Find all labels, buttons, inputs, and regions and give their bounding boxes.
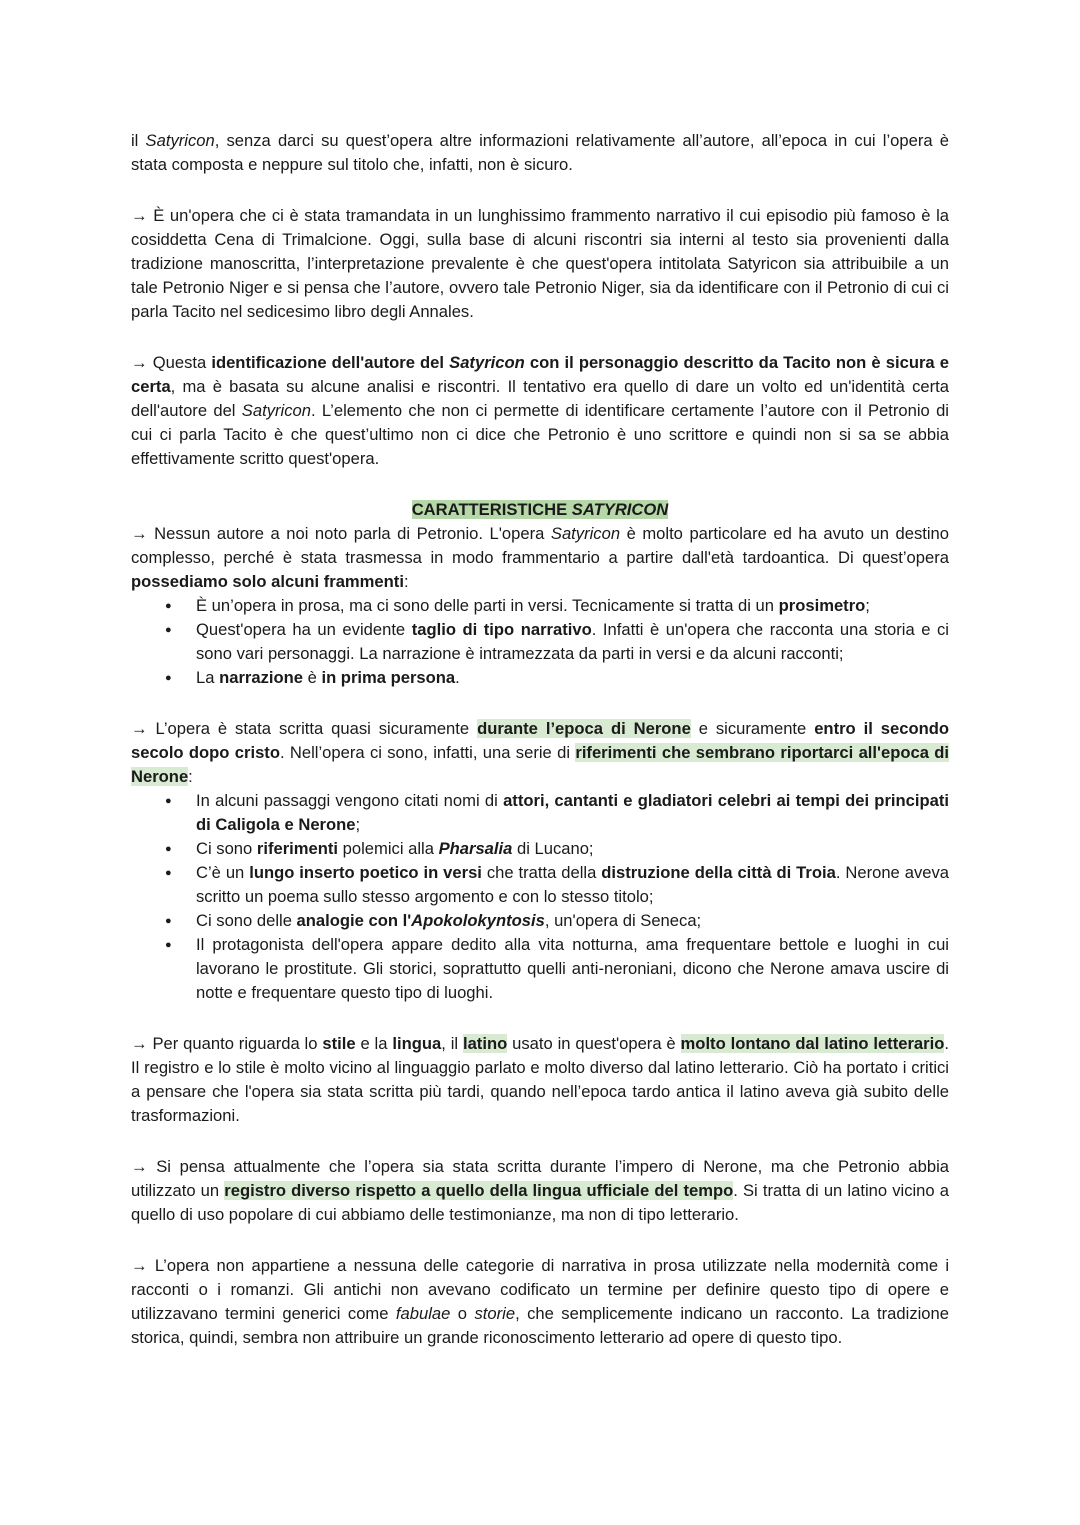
list-item: ● C’è un lungo inserto poetico in versi che tratta della distruzione della città di Troia. Nerone aveva scritto un poema sullo stesso argomento e con lo stesso titolo; xyxy=(196,861,949,909)
paragraph-identification: → Questa identificazione dell'autore del Satyricon con il personaggio descritto da Tacito non è sicura e certa, ma è basata su alcune analisi e riscontri. Il tentativo era quello di dare un volto ed un'identità certa dell'autore del Satyricon. L’elemento che non ci permette di identificare certamente l’autore con il Petronio di cui ci parla Tacito è che quest’ultimo non ci dice che Petronio è uno scrittore e quindi non si sa se abbia effettivamente scritto quest'opera. xyxy=(131,353,949,468)
document-page xyxy=(131,129,949,1350)
paragraph-genre: → L’opera non appartiene a nessuna delle categorie di narrativa in prosa utilizzate nella modernità come i racconti o i romanzi. Gli antichi non avevano codificato un termine per definire questo tipo di opere e utilizzavano termini generici come fabulae o storie, che semplicemente indicano un racconto. La tradizione storica, quindi, sembra non attribuire un grande riconoscimento letterario ad opere di questo tipo. xyxy=(131,1256,949,1347)
list-item: ● Il protagonista dell'opera appare dedito alla vita notturna, ama frequentare bettole e luoghi in cui lavorano le prostitute. Gli storici, soprattutto quelli anti-neroniani, dicono che Nerone amava uscire di notte e frequentare questo tipo di luoghi. xyxy=(196,933,949,1005)
paragraph-style-language: → Per quanto riguarda lo stile e la lingua, il latino usato in quest'opera è molto lontano dal latino letterario. Il registro e lo stile è molto vicino al linguaggio parlato e molto diverso dal latino letterario. Ciò ha portato i critici a pensare che l'opera sia stata scritta più tardi, quando nell’epoca tardo antica il latino aveva già subito delle trasformazioni. xyxy=(131,1034,949,1125)
paragraph-dating: → L’opera è stata scritta quasi sicuramente durante l’epoca di Nerone e sicuramente entro il secondo secolo dopo cristo. Nell’opera ci sono, infatti, una serie di riferimenti che sembrano riportarci all'epoca di Nerone: xyxy=(131,719,950,786)
references-list xyxy=(131,789,949,1005)
paragraph-register: → Si pensa attualmente che l’opera sia stata scritta durante l’impero di Nerone, ma che Petronio abbia utilizzato un registro diverso rispetto a quello della lingua ufficiale del tempo. Si tratta di un latino vicino a quello di uso popolare di cui abbiamo delle testimonianze, ma non di tipo letterario. xyxy=(131,1157,949,1224)
list-item: ● Ci sono riferimenti polemici alla Pharsalia di Lucano; xyxy=(196,837,949,861)
paragraph-intro: il Satyricon, senza darci su quest’opera altre informazioni relativamente all’autore, all’epoca in cui l’opera è stata composta e neppure sul titolo che, infatti, non è sicuro. xyxy=(131,131,949,174)
section-title: CARATTERISTICHE SATYRICON xyxy=(411,500,669,519)
list-item: ● È un’opera in prosa, ma ci sono delle parti in versi. Tecnicamente si tratta di un prosimetro; xyxy=(196,594,949,618)
list-item: ● In alcuni passaggi vengono citati nomi di attori, cantanti e gladiatori celebri ai tempi dei principati di Caligola e Nerone; xyxy=(196,789,949,837)
paragraph-transmission: → È un'opera che ci è stata tramandata in un lunghissimo frammento narrativo il cui episodio più famoso è la cosiddetta Cena di Trimalcione. Oggi, sulla base di alcuni riscontri sia interni al testo sia provenienti dalla tradizione manoscritta, l’interpretazione prevalente è che quest'opera intitolata Satyricon sia attribuibile a un tale Petronio Niger e si pensa che l’autore, ovvero tale Petronio Niger, sia da identificare con il Petronio di cui ci parla Tacito nel sedicesimo libro degli Annales. xyxy=(131,206,949,321)
characteristics-list xyxy=(131,594,949,690)
list-item: ● Quest'opera ha un evidente taglio di tipo narrativo. Infatti è un'opera che racconta una storia e ci sono vari personaggi. La narrazione è intramezzata da parti in versi e da alcuni racconti; xyxy=(196,618,949,666)
list-item: ● Ci sono delle analogie con l'Apokolokyntosis, un'opera di Seneca; xyxy=(196,909,949,933)
list-item: ● La narrazione è in prima persona. xyxy=(196,666,949,690)
paragraph-characteristics: → Nessun autore a noi noto parla di Petronio. L'opera Satyricon è molto particolare ed ha avuto un destino complesso, perché è stata trasmessa in modo frammentario a partire dall'età tardoantica. Di quest’opera possediamo solo alcuni frammenti: xyxy=(131,524,950,591)
